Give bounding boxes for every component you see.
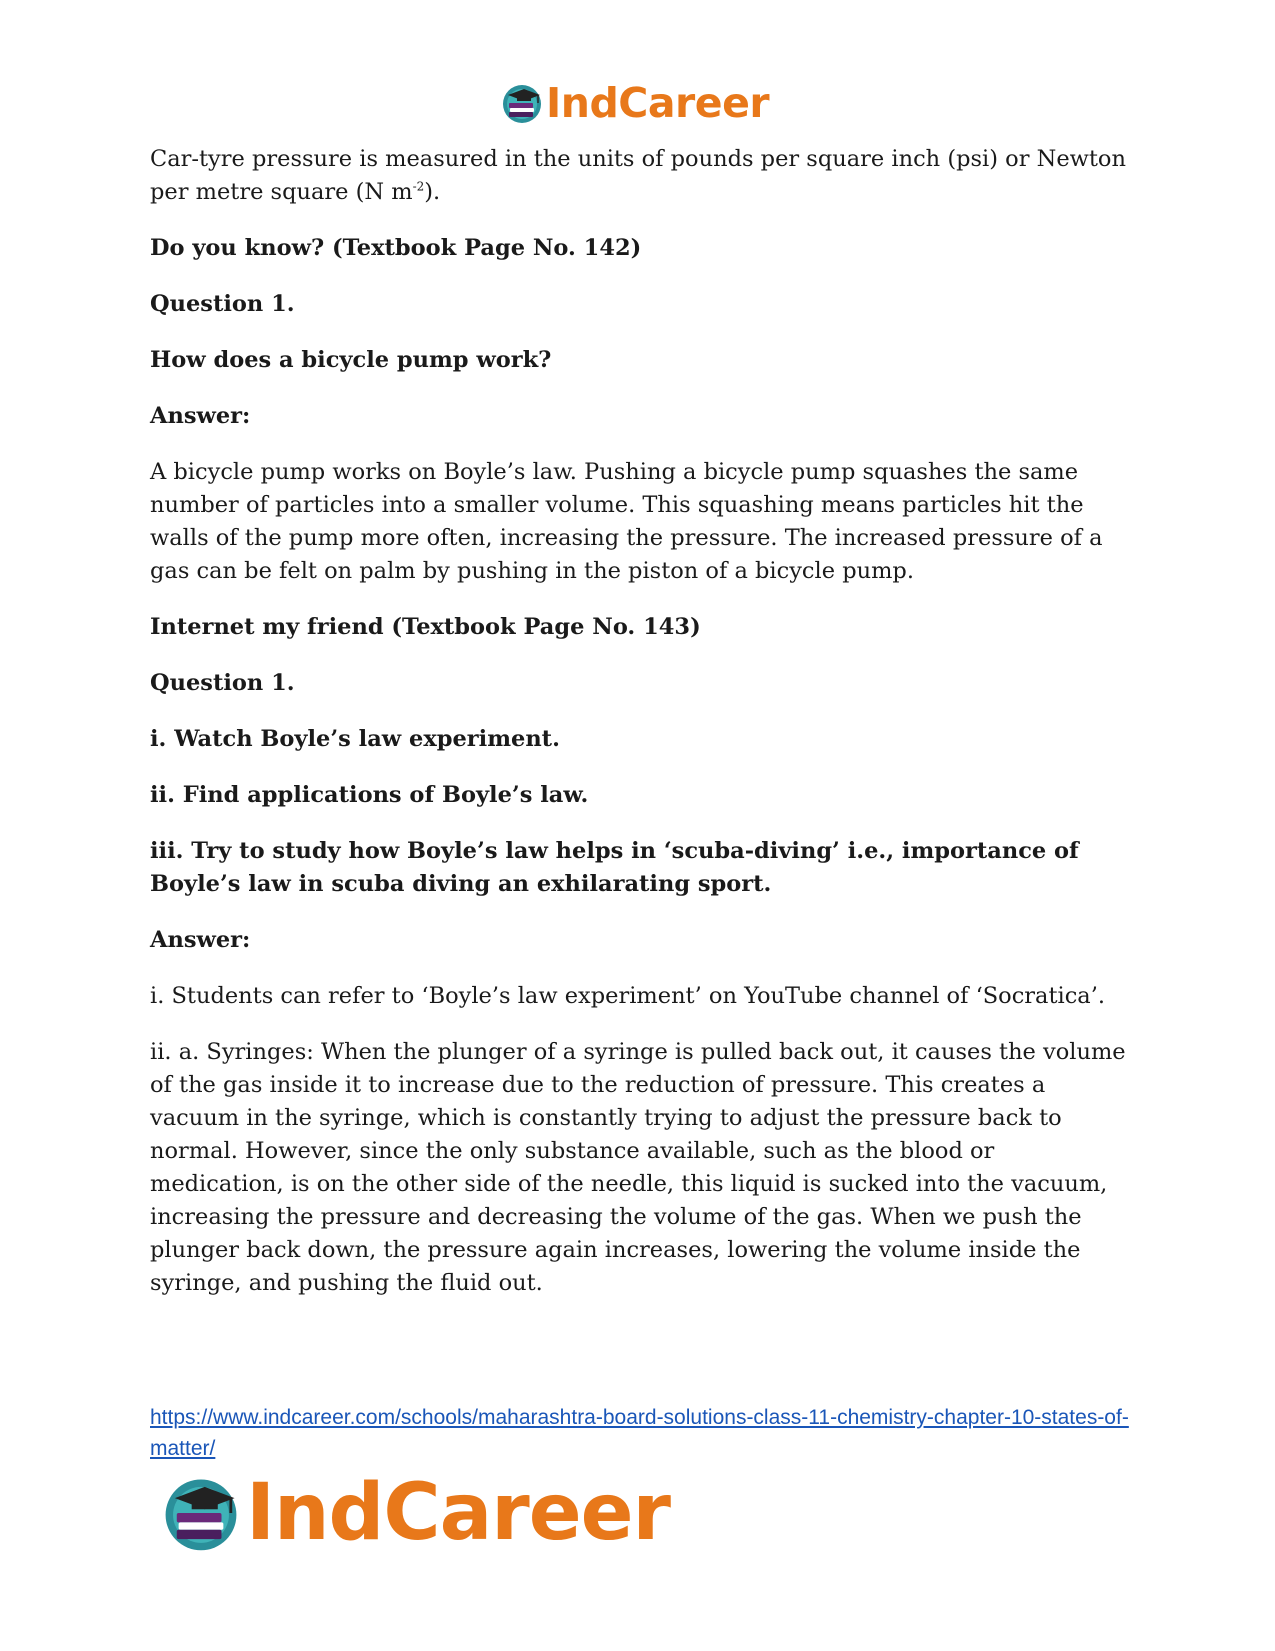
- answer-1-label: Answer:: [150, 403, 251, 429]
- answer-1-text: A bicycle pump works on Boyle’s law. Pushing a bicycle pump squashes the same number of particles into a smaller volume. This squashing means particles hit the walls of the pump more often, increasing the pressure. The increased pressure of a gas can be felt on palm by pushing in the piston of a bicycle pump.: [150, 459, 1103, 584]
- source-url-link[interactable]: https://www.indcareer.com/schools/maharashtra-board-solutions-class-11-chemistry-chapter-10-states-of-matter/: [150, 1406, 1129, 1460]
- intro-superscript: -2: [412, 179, 425, 194]
- logo-emblem-icon: [500, 81, 544, 125]
- footer-brand-text: IndCareer: [246, 1468, 670, 1558]
- header-logo: [500, 78, 769, 128]
- intro-text: Car-tyre pressure is measured in the units of pounds per square inch (psi) or Newton per metre square (N m: [150, 146, 1126, 205]
- question-2-part-iii: iii. Try to study how Boyle’s law helps in ‘scuba-diving’ i.e., importance of Boyle’s law in scuba diving an exhilarating sport.: [150, 838, 1079, 897]
- answer-2-label: Answer:: [150, 927, 251, 953]
- question-2-label: Question 1.: [150, 670, 295, 696]
- do-you-know-heading: Do you know? (Textbook Page No. 142): [150, 235, 642, 261]
- answer-2-part-ii: ii. a. Syringes: When the plunger of a syringe is pulled back out, it causes the volume of the gas inside it to increase due to the reduction of pressure. This creates a vacuum in the syringe, which is constantly trying to adjust the pressure back to normal. However, since the only substance available, such as the blood or medication, is on the other side of the needle, this liquid is sucked into the vacuum, increasing the pressure and decreasing the volume of the gas. When we push the plunger back down, the pressure again increases, lowering the volume inside the syringe, and pushing the fluid out.: [150, 1039, 1126, 1296]
- document-body: [150, 143, 1130, 1323]
- question-1-text: How does a bicycle pump work?: [150, 347, 552, 373]
- intro-text-end: ).: [424, 179, 441, 205]
- logo-emblem-icon: [160, 1472, 242, 1554]
- answer-2-part-i: i. Students can refer to ‘Boyle’s law experiment’ on YouTube channel of ‘Socratica’.: [150, 983, 1106, 1009]
- internet-heading: Internet my friend (Textbook Page No. 143): [150, 614, 701, 640]
- header-brand-text: IndCareer: [546, 78, 770, 127]
- question-2-part-i: i. Watch Boyle’s law experiment.: [150, 726, 560, 752]
- footer-logo: [160, 1468, 670, 1558]
- intro-paragraph: [150, 143, 1130, 209]
- question-1-label: Question 1.: [150, 291, 295, 317]
- question-2-part-ii: ii. Find applications of Boyle’s law.: [150, 782, 589, 808]
